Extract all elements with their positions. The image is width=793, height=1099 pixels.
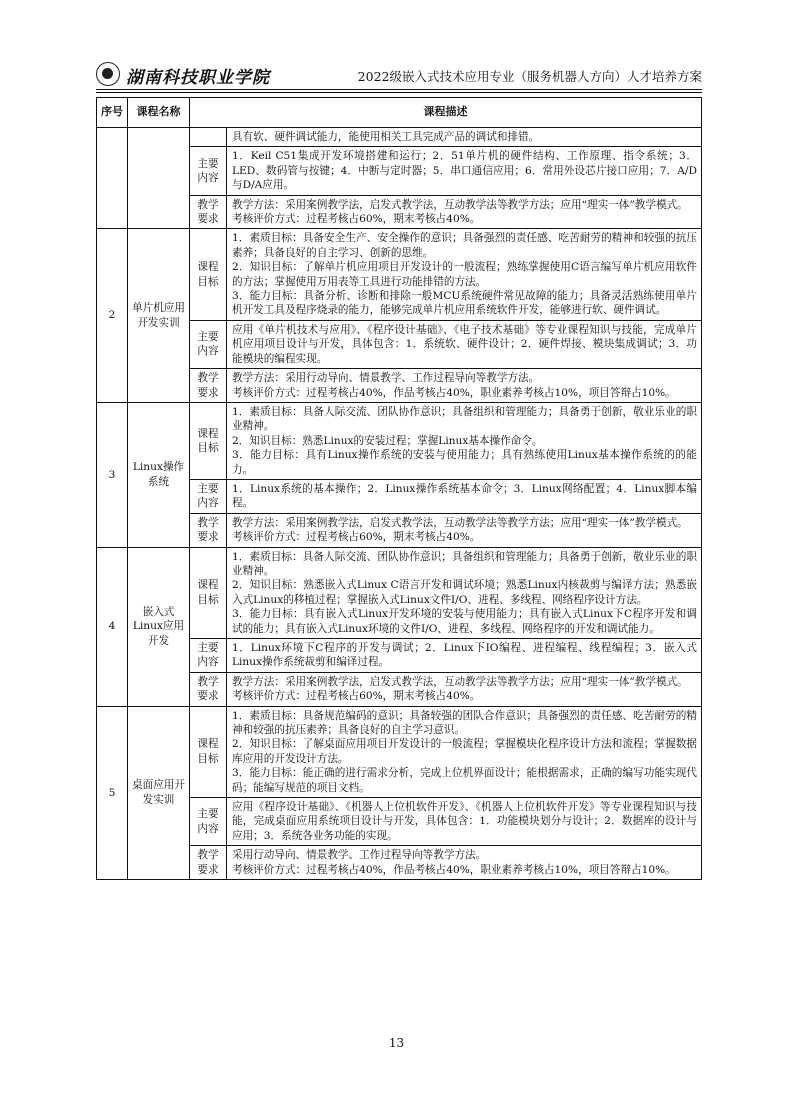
number-cell: 5	[97, 706, 128, 879]
table-row	[97, 706, 702, 797]
description-cell: 采用行动导向、情景教学、工作过程导向等教学方法。 考核评价方式：过程考核占40%，作品考核占40%，职业素养考核占10%，项目答辩占10%。	[227, 846, 702, 880]
table-row	[97, 128, 702, 147]
number-cell: 4	[97, 547, 128, 706]
table-header-row	[97, 98, 702, 128]
sublabel-cell: 课程 目标	[190, 706, 227, 797]
description-cell: 教学方法：采用案例教学法，启发式教学法，互动教学法等教学方法；应用“理实一体”教学模式。 考核评价方式：过程考核占60%，期末考核占40%。	[227, 513, 702, 547]
course-name-cell: 桌面应用开发实训	[128, 706, 190, 879]
description-cell: 1．Linux系统的基本操作；2．Linux操作系统基本命令；3．Linux网络配置；4．Linux脚本编程。	[227, 479, 702, 513]
description-cell: 教学方法：采用案例教学法，启发式教学法，互动教学法等教学方法；应用“理实一体”教学模式。 考核评价方式：过程考核占60%，期末考核占40%。	[227, 195, 702, 229]
course-name-cell: 嵌入式Linux应用开发	[128, 547, 190, 706]
description-cell: 1．Linux环境下C程序的开发与调试；2．Linux下IO编程、进程编程、线程编程；3．嵌入式Linux操作系统裁剪和编译过程。	[227, 639, 702, 673]
number-cell	[97, 128, 128, 229]
number-cell: 3	[97, 402, 128, 547]
sublabel-cell: 课程 目标	[190, 229, 227, 320]
sublabel-cell: 教学 要求	[190, 672, 227, 706]
description-cell: 应用《单片机技术与应用》、《程序设计基础》、《电子技术基础》等专业课程知识与技能，完成单片机应用项目设计与开发，具体包含：1．系统软、硬件设计；2．硬件焊接、模块集成调试；3．功能模块的编程实现。	[227, 320, 702, 368]
description-cell: 1．素质目标：具备人际交流、团队协作意识；具备组织和管理能力；具备勇于创新，敬业乐业的职业精神。 2．知识目标：熟悉Linux的安装过程；掌握Linux基本操作命令。 3．能力目标：具有Linux操作系统的安装与使用能力；具有熟练使用Linux基本操作系统的的能力。	[227, 402, 702, 479]
sublabel-cell: 教学 要求	[190, 513, 227, 547]
number-cell: 2	[97, 229, 128, 402]
course-name-cell: 单片机应用开发实训	[128, 229, 190, 402]
course-table	[96, 97, 702, 880]
column-header-description: 课程描述	[190, 98, 702, 128]
course-name-cell	[128, 128, 190, 229]
school-logo-icon	[96, 62, 120, 86]
sublabel-cell: 主要 内容	[190, 798, 227, 846]
column-header-course-name: 课程名称	[128, 98, 190, 128]
sublabel-cell: 主要 内容	[190, 479, 227, 513]
description-cell: 1．素质目标：具备安全生产、安全操作的意识；具备强烈的责任感、吃苦耐劳的精神和较强的抗压素养；具备良好的自主学习、创新的思维。 2．知识目标：了解单片机应用项目开发设计的一般流程；熟练掌握使用C语言编写单片机应用软件的方法；掌握使用万用表等工具进行功能排错的方法。 3．能力目标：具备分析、诊断和排除一般MCU系统硬件常见故障的能力；具备灵活熟练使用单片机开发工具及程序烧录的能力，能够完成单片机应用系统软件开发，能够进行软、硬件调试。	[227, 229, 702, 320]
sublabel-cell: 课程 目标	[190, 402, 227, 479]
description-cell: 应用《程序设计基础》、《机器人上位机软件开发》、《机器人上位机软件开发》等专业课程知识与技能，完成桌面应用系统项目设计与开发，具体包含：1．功能模块划分与设计；2．数据库的设计与应用；3．系统各业务功能的实现。	[227, 798, 702, 846]
sublabel-cell: 教学 要求	[190, 195, 227, 229]
sublabel-cell: 课程 目标	[190, 547, 227, 638]
description-cell: 1．Keil C51集成开发环境搭建和运行；2．51单片机的硬件结构、工作原理、指令系统；3．LED、数码管与按键；4．中断与定时器；5．串口通信应用；6．常用外设芯片接口应用；7．A/D与D/A应用。	[227, 147, 702, 195]
table-row	[97, 547, 702, 638]
page-number: 13	[388, 1036, 405, 1050]
header-rule-thin	[96, 92, 702, 93]
sublabel-cell: 教学 要求	[190, 369, 227, 403]
course-name-cell: Linux操作系统	[128, 402, 190, 547]
table-row	[97, 229, 702, 320]
column-header-number: 序号	[97, 98, 128, 128]
header-rule	[96, 89, 702, 90]
sublabel-cell: 教学 要求	[190, 846, 227, 880]
sublabel-cell: 主要 内容	[190, 320, 227, 368]
description-cell: 1．素质目标：具备人际交流、团队协作意识；具备组织和管理能力；具备勇于创新，敬业乐业的职业精神。 2．知识目标：熟悉嵌入式Linux C语言开发和调试环境；熟悉Linux内核裁剪与编译方法；熟悉嵌入式Linux的移植过程；掌握嵌入式Linux文件I/O、进程、多线程、网络程序设计方法。 3．能力目标：具有嵌入式Linux开发环境的安装与使用能力；具有嵌入式Linux下C程序开发和调试的能力；具有嵌入式Linux环境的文件I/O、进程、多线程、网络程序的开发和调试能力。	[227, 547, 702, 638]
sublabel-cell: 主要 内容	[190, 639, 227, 673]
document-title: 2022级嵌入式技术应用专业（服务机器人方向）人才培养方案	[357, 69, 702, 84]
description-cell: 教学方法：采用案例教学法，启发式教学法，互动教学法等教学方法；应用“理实一体”教学模式。 考核评价方式：过程考核占60%，期末考核占40%。	[227, 672, 702, 706]
description-cell: 教学方法：采用行动导向、情景教学、工作过程导向等教学方法。 考核评价方式：过程考核占40%，作品考核占40%，职业素养考核占10%，项目答辩占10%。	[227, 369, 702, 403]
table-row	[97, 402, 702, 479]
sublabel-cell	[190, 128, 227, 147]
page-header	[96, 62, 702, 88]
description-cell: 具有软、硬件调试能力，能使用相关工具完成产品的调试和排错。	[227, 128, 702, 147]
description-cell: 1．素质目标：具备规范编码的意识；具备较强的团队合作意识；具备强烈的责任感、吃苦耐劳的精神和较强的抗压素养；具备良好的自主学习意识。 2．知识目标：了解桌面应用项目开发设计的一般流程；掌握模块化程序设计方法和流程；掌握数据库应用的开发设计方法。 3．能力目标：能正确的进行需求分析，完成上位机界面设计；能根据需求，正确的编写功能实现代码；能编写规范的项目文档。	[227, 706, 702, 797]
sublabel-cell: 主要 内容	[190, 147, 227, 195]
school-name: 湖南科技职业学院	[126, 68, 270, 88]
